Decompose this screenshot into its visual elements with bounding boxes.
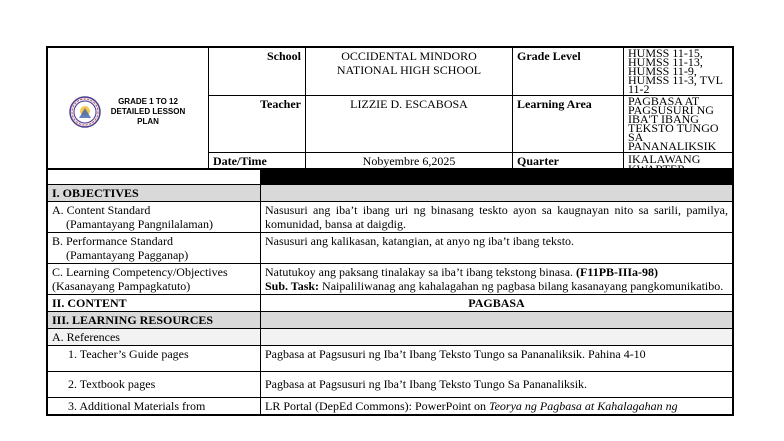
objectives-heading: I. OBJECTIVES (47, 185, 261, 202)
performance-standard-sub: (Pamantayang Pagganap) (66, 248, 189, 262)
content-standard-label: A. Content Standard (52, 203, 151, 217)
competency-sub: (Kasanayang Pampagkatuto) (52, 279, 191, 293)
quarter-label: Quarter (513, 153, 624, 177)
grade-level-value: HUMSS 11-15, HUMSS 11-13, HUMSS 11-9, HUMSS 11-3, TVL 11-2 (624, 47, 734, 96)
learning-area-value: PAGBASA AT PAGSUSURI NG IBA'T IBANG TEKSTO TUNGO SA PANANALIKSIK (624, 96, 734, 153)
learning-area-label: Learning Area (513, 96, 624, 153)
textbook-row (47, 372, 733, 398)
content-standard-sub: (Pamantayang Pangnilalaman) (66, 217, 213, 231)
subtask-value: Naipaliliwanag ang kahalagahan ng pagbasa bilang kasanayang pangkomunikatibo. (322, 279, 724, 293)
references-row (47, 329, 733, 346)
competency-code: (F11PB-IIIa-98) (576, 265, 659, 279)
additional-materials-row (47, 398, 733, 416)
content-heading: II. CONTENT (47, 295, 261, 312)
teacher-value: LIZZIE D. ESCABOSA (306, 96, 513, 153)
content-standard-row (47, 202, 733, 233)
textbook-value: Pagbasa at Pagsusuri ng Iba’t Ibang Teksto Tungo Sa Pananaliksik. (261, 372, 734, 398)
header-bar (47, 169, 733, 185)
competency-value: Natutukoy ang paksang tinalakay sa iba’t ibang tekstong binasa. (265, 265, 574, 279)
objectives-section (47, 185, 733, 202)
grade-level-label: Grade Level (513, 47, 624, 96)
date-time-label: Date/Time (209, 153, 306, 177)
content-standard-value: Nasusuri ang iba’t ibang uri ng binasang teskto ayon sa kaugnayan nito sa sarili, pamilya, komunidad, bansa at daigdig. (261, 202, 734, 233)
teachers-guide-label: 1. Teacher’s Guide pages (47, 346, 261, 372)
resources-section (47, 312, 733, 329)
content-section (47, 295, 733, 312)
content-value: PAGBASA (261, 295, 734, 312)
school-value: OCCIDENTAL MINDORO NATIONAL HIGH SCHOOL (306, 47, 513, 96)
teachers-guide-value: Pagbasa at Pagsusuri ng Iba’t Ibang Teksto Tungo sa Pananaliksik. Pahina 4-10 (261, 346, 734, 372)
performance-standard-row (47, 233, 733, 264)
date-time-value: Nobyembre 6,2025 (306, 153, 513, 177)
resources-heading: III. LEARNING RESOURCES (47, 312, 261, 329)
teachers-guide-row (47, 346, 733, 372)
references-label: A. References (47, 329, 261, 346)
teacher-label: Teacher (209, 96, 306, 153)
competency-label: C. Learning Competency/Objectives (52, 265, 228, 279)
textbook-label: 2. Textbook pages (47, 372, 261, 398)
lesson-plan-body (46, 168, 734, 416)
lesson-plan-title: GRADE 1 TO 12 DETAILED LESSON PLAN (110, 96, 186, 126)
additional-materials-value: LR Portal (DepEd Commons): PowerPoint on (265, 399, 486, 413)
logo-cell (47, 47, 209, 177)
subtask-label: Sub. Task: (265, 279, 320, 293)
deped-seal-icon (69, 96, 101, 128)
competency-row (47, 264, 733, 295)
performance-standard-label: B. Performance Standard (52, 234, 173, 248)
additional-materials-italic: Teorya ng Pagbasa at Kahalagahan ng (489, 399, 678, 413)
additional-materials-label: 3. Additional Materials from (47, 398, 261, 416)
lesson-plan-header (46, 46, 734, 178)
quarter-value: IKALAWANG (624, 153, 734, 177)
performance-standard-value: Nasusuri ang kalikasan, katangian, at anyo ng iba’t ibang teksto. (261, 233, 734, 264)
school-label: School (209, 47, 306, 96)
